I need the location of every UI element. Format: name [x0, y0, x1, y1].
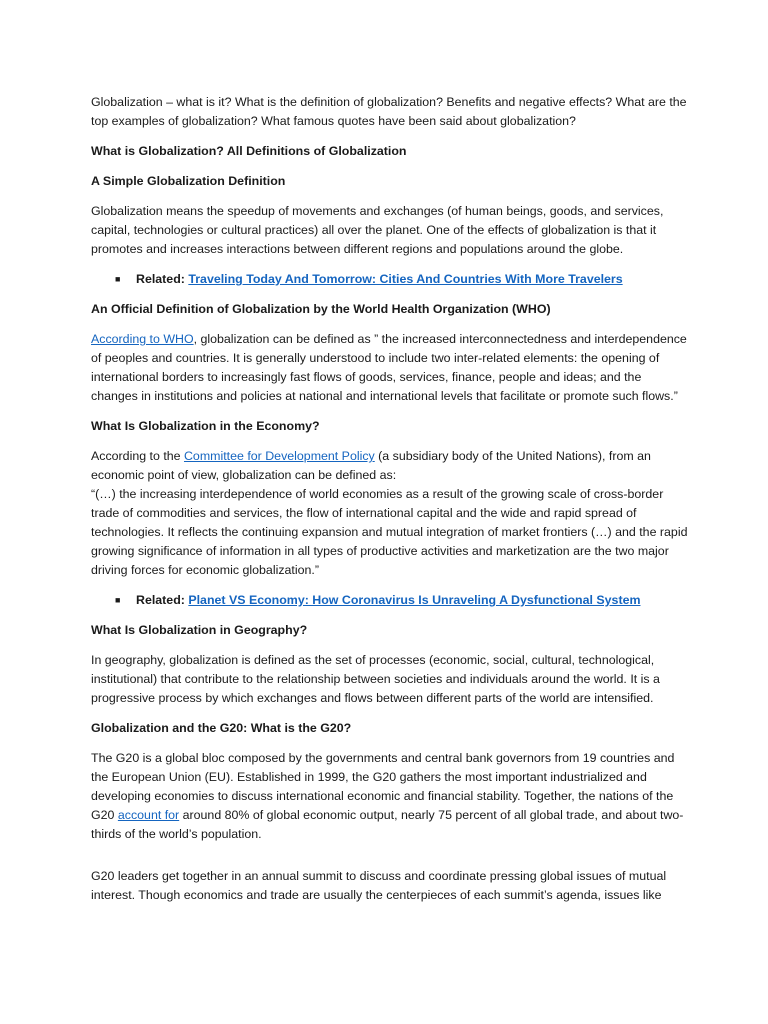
- economy-paragraph: [91, 447, 688, 580]
- intro-paragraph: Globalization – what is it? What is the definition of globalization? Benefits and negative effects? What are the top examples of globalization? What famous quotes have been said about globalization?: [91, 95, 687, 128]
- g20-paragraph: [91, 749, 688, 844]
- heading-all-definitions: What is Globalization? All Definitions of Globalization: [91, 144, 407, 158]
- heading-economy: What Is Globalization in the Economy?: [91, 419, 320, 433]
- heading-simple-definition: A Simple Globalization Definition: [91, 174, 286, 188]
- heading-geography: What Is Globalization in Geography?: [91, 623, 308, 637]
- spacer: [91, 855, 688, 867]
- related-label: Related:: [136, 593, 185, 607]
- account-for-link[interactable]: account for: [117, 808, 180, 822]
- geography-paragraph: In geography, globalization is defined as the set of processes (economic, social, cultural, technological, institutional) that contribute to the relationship between societies and individuals around the world. It is a progressive process by which exchanges and flows between different parts of the world are intensified.: [91, 653, 660, 705]
- bullet-icon: ■: [115, 595, 121, 605]
- who-definition-paragraph: [91, 330, 688, 406]
- g20-summit-paragraph: G20 leaders get together in an annual summit to discuss and coordinate pressing global issues of mutual interest. Though economics and trade are usually the centerpieces of each summit’s agenda, issues like: [91, 869, 667, 902]
- economy-text-after: (a subsidiary body of the United Nations), from an economic point of view, globalization can be defined as:: [91, 449, 651, 482]
- g20-text-before: The G20 is a global bloc composed by the governments and central bank governors from 19 countries and the European Union (EU). Established in 1999, the G20 gathers the most important industrialized and developing economies to discuss international economic and financial stability. Together, the nations of the G20: [91, 751, 675, 822]
- economy-quote: “(…) the increasing interdependence of world economies as a result of the growing scale of cross-border trade of commodities and services, the flow of international capital and the wide and rapid spread of technologies. It reflects the continuing expansion and mutual integration of market frontiers (…) and the rapid growing significance of information in all types of productive activities and marketization are the two major driving forces for economic globalization.”: [91, 487, 688, 577]
- simple-definition-paragraph: Globalization means the speedup of movements and exchanges (of human beings, goods, and services, capital, technologies or cultural practices) all over the planet. One of the effects of globalization is that it promotes and increases interactions between different regions and populations around the globe.: [91, 204, 664, 256]
- related-link-travel[interactable]: Traveling Today And Tomorrow: Cities And Countries With More Travelers: [188, 272, 623, 286]
- related-label: Related:: [136, 272, 185, 286]
- who-definition-text: , globalization can be defined as ” the increased interconnectedness and interdependence of peoples and countries. It is generally understood to include two inter-related elements: the opening of international borders to increasingly fast flows of goods, services, finance, people and ideas; and the changes in institutions and policies at national and international levels that facilitate or promote such flows.”: [91, 332, 687, 403]
- committee-link[interactable]: Committee for Development Policy: [183, 449, 375, 463]
- bullet-icon: ■: [115, 274, 121, 284]
- g20-text-after: around 80% of global economic output, nearly 75 percent of all global trade, and about two-thirds of the world’s population.: [91, 808, 684, 841]
- related-link-coronavirus[interactable]: Planet VS Economy: How Coronavirus Is Unraveling A Dysfunctional System: [188, 593, 641, 607]
- heading-g20: Globalization and the G20: What is the G20?: [91, 721, 352, 735]
- economy-text-before: According to the: [91, 449, 184, 463]
- related-item-coronavirus: [91, 591, 688, 610]
- according-to-who-link[interactable]: According to WHO: [91, 332, 194, 346]
- heading-who-definition: An Official Definition of Globalization by the World Health Organization (WHO): [91, 302, 551, 316]
- related-item-travel: [91, 270, 688, 289]
